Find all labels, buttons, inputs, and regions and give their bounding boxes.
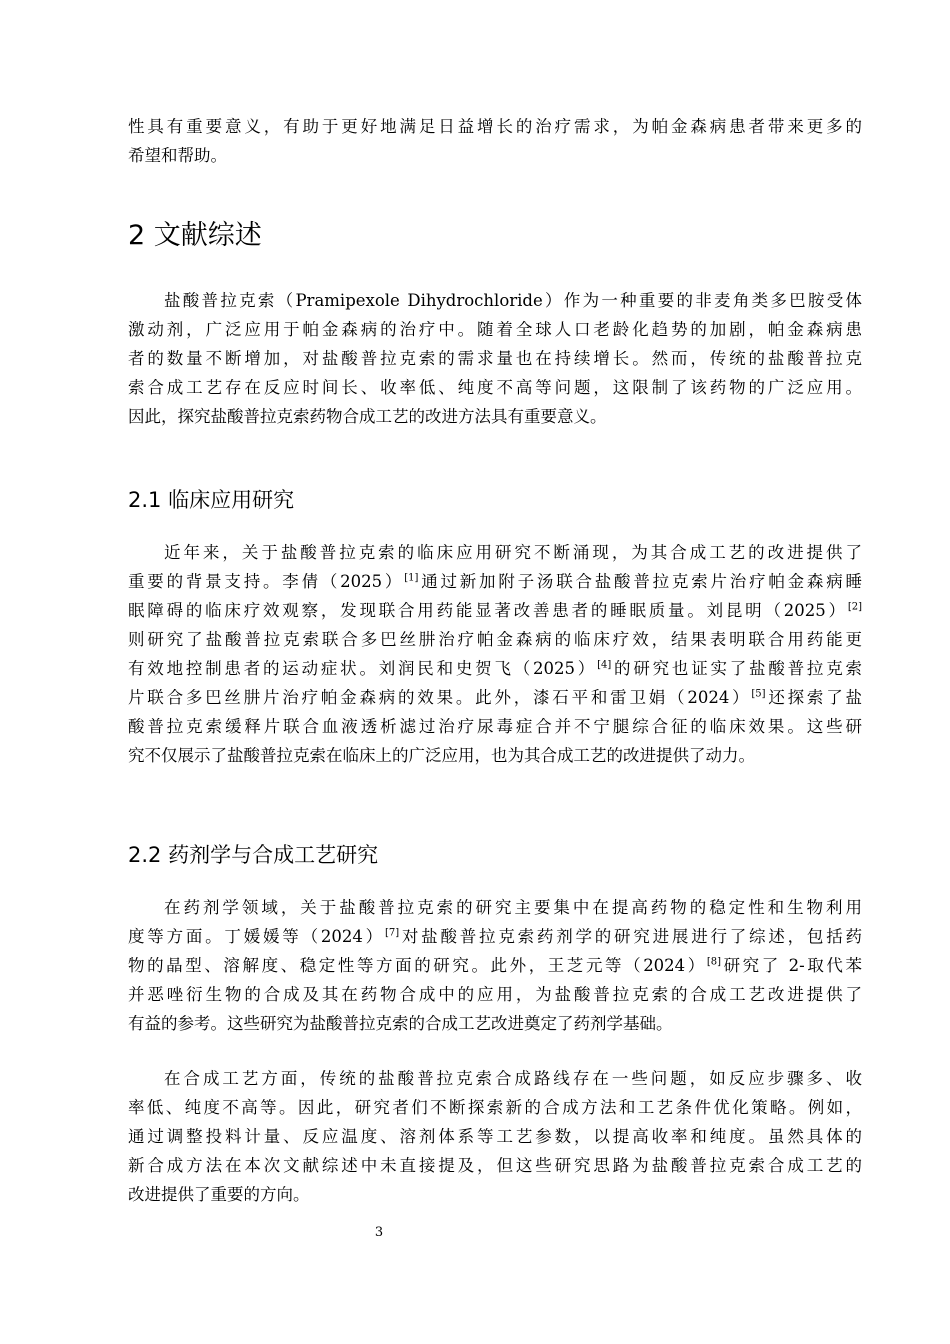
text-line: 有效地控制患者的运动症状。刘润民和史贺飞（2025）[4]的研究也证实了盐酸普拉克索 [128, 659, 862, 678]
text-line: 者的数量不断增加，对盐酸普拉克索的需求量也在持续增长。然而，传统的盐酸普拉克 [128, 349, 862, 368]
section-heading-2-1: 2.1 临床应用研究 [128, 488, 295, 512]
section-heading-2: 2 文献综述 [128, 220, 262, 251]
text-line: 有益的参考。这些研究为盐酸普拉克索的合成工艺改进奠定了药剂学基础。 [128, 1014, 673, 1033]
section22-paragraph-1 [128, 893, 862, 1038]
text-line: 物的晶型、溶解度、稳定性等方面的研究。此外，王芝元等（2024）[8]研究了 2-取代苯 [128, 956, 862, 975]
text-line: 重要的背景支持。李倩（2025）[1]通过新加附子汤联合盐酸普拉克索片治疗帕金森病睡 [128, 572, 863, 591]
text-line: 眠障碍的临床疗效观察，发现联合用药能显著改善患者的睡眠质量。刘昆明（2025）[2] [128, 601, 862, 620]
section2-paragraph [128, 286, 862, 431]
text-line: 度等方面。丁媛媛等（2024）[7]对盐酸普拉克索药剂学的研究进展进行了综述，包括药 [128, 927, 862, 946]
text-line: 究不仅展示了盐酸普拉克索在临床上的广泛应用，也为其合成工艺的改进提供了动力。 [128, 746, 755, 765]
citation-ref[interactable]: [1] [404, 572, 419, 584]
text-line: 酸普拉克索缓释片联合血液透析滤过治疗尿毒症合并不宁腿综合征的临床效果。这些研 [128, 717, 862, 736]
citation-ref[interactable]: [5] [751, 688, 766, 700]
text-line: 因此，探究盐酸普拉克索药物合成工艺的改进方法具有重要意义。 [128, 407, 607, 426]
text-line: 通过调整投料计量、反应温度、溶剂体系等工艺参数，以提高收率和纯度。虽然具体的 [128, 1127, 862, 1146]
text-line: 在药剂学领域，关于盐酸普拉克索的研究主要集中在提高药物的稳定性和生物利用 [164, 898, 862, 917]
section-heading-2-2: 2.2 药剂学与合成工艺研究 [128, 843, 379, 867]
text-line: 片联合多巴丝肼片治疗帕金森病的效果。此外，漆石平和雷卫娟（2024）[5]还探索了盐 [128, 688, 862, 707]
text-line: 则研究了盐酸普拉克索联合多巴丝肼治疗帕金森病的临床疗效，结果表明联合用药能更 [128, 630, 862, 649]
section22-paragraph-2 [128, 1064, 862, 1209]
section21-paragraph [128, 538, 862, 770]
citation-ref[interactable]: [2] [847, 601, 862, 613]
intro-tail-paragraph [128, 112, 862, 170]
text-line: 激动剂，广泛应用于帕金森病的治疗中。随着全球人口老龄化趋势的加剧，帕金森病患 [128, 320, 862, 339]
text-line: 近年来，关于盐酸普拉克索的临床应用研究不断涌现，为其合成工艺的改进提供了 [164, 543, 862, 562]
text-line: 并恶唑衍生物的合成及其在药物合成中的应用，为盐酸普拉克索的合成工艺改进提供了 [128, 985, 862, 1004]
citation-ref[interactable]: [4] [597, 659, 612, 671]
text-line: 性具有重要意义，有助于更好地满足日益增长的治疗需求，为帕金森病患者带来更多的 [128, 117, 862, 136]
text-line: 在合成工艺方面，传统的盐酸普拉克索合成路线存在一些问题，如反应步骤多、收 [164, 1069, 862, 1088]
text-line: 新合成方法在本次文献综述中未直接提及，但这些研究思路为盐酸普拉克索合成工艺的 [128, 1156, 862, 1175]
citation-ref[interactable]: [8] [706, 956, 722, 968]
page-number: 3 [374, 1225, 384, 1240]
text-line: 希望和帮助。 [128, 146, 227, 165]
text-line: 盐酸普拉克索（Pramipexole Dihydrochloride）作为一种重要的非麦角类多巴胺受体 [164, 291, 862, 310]
text-line: 率低、纯度不高等。因此，研究者们不断探索新的合成方法和工艺条件优化策略。例如， [128, 1098, 862, 1117]
text-line: 改进提供了重要的方向。 [128, 1185, 310, 1204]
text-line: 索合成工艺存在反应时间长、收率低、纯度不高等问题，这限制了该药物的广泛应用。 [128, 378, 862, 397]
citation-ref[interactable]: [7] [384, 927, 400, 939]
